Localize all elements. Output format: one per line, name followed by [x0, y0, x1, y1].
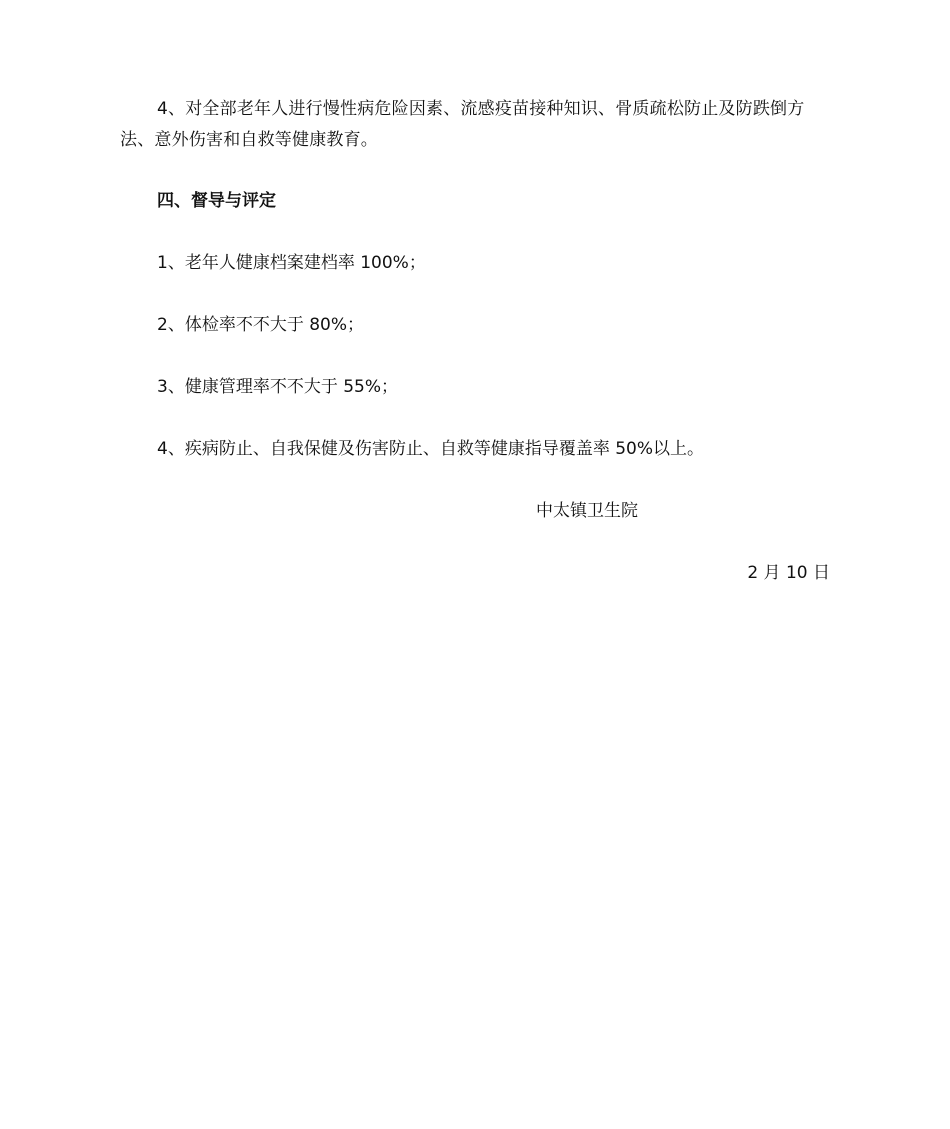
organization-signature: 中太镇卫生院 [536, 501, 638, 521]
section-heading: 四、督导与评定 [157, 191, 276, 211]
list-item: 3、健康管理率不不大于 55%； [157, 377, 399, 397]
list-item: 1、老年人健康档案建档率 100%； [157, 253, 426, 273]
education-paragraph: 4、对全部老年人进行慢性病危险因素、流感疫苗接种知识、骨质疏松防止及防跌倒方法、意外伤害和自救等健康教育。 [120, 99, 805, 150]
document-date: 2 月 10 日 [747, 563, 830, 583]
list-item: 4、疾病防止、自我保健及伤害防止、自救等健康指导覆盖率 50%以上。 [157, 439, 705, 459]
list-item: 2、体检率不不大于 80%； [157, 315, 365, 335]
